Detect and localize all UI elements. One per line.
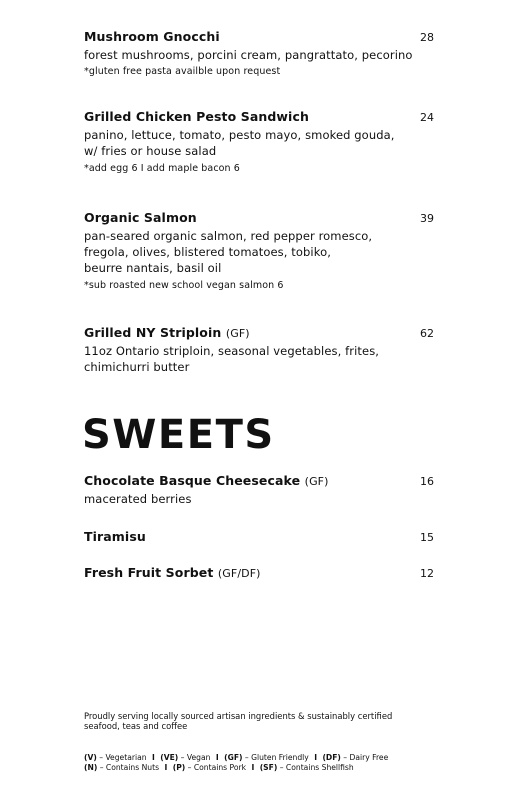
item-extra-note: *gluten free pasta availble upon request	[84, 66, 281, 77]
item-title: Grilled NY Striploin	[84, 325, 222, 340]
item-price: 62	[420, 327, 434, 340]
item-extra-note: *add egg 6 I add maple bacon 6	[84, 163, 240, 174]
item-description: panino, lettuce, tomato, pesto mayo, smoked gouda, w/ fries or house salad	[84, 128, 395, 158]
legend-separator: I	[151, 753, 155, 762]
legend-label: – Contains Nuts	[97, 763, 160, 772]
item-name	[84, 565, 434, 580]
section-title-sweets: SWEETS	[82, 412, 275, 458]
menu-item-chocolate-basque-cheesecake	[84, 473, 434, 507]
menu-item-tiramisu	[84, 529, 434, 544]
menu-item-grilled-chicken-pesto-sandwich	[84, 109, 434, 176]
legend-code: (SF)	[259, 763, 278, 772]
legend-separator: I	[215, 753, 219, 762]
item-description: 11oz Ontario striploin, seasonal vegetables, frites, chimichurri butter	[84, 344, 380, 374]
legend-label: – Dairy Free	[340, 753, 389, 762]
item-title: Mushroom Gnocchi	[84, 29, 220, 44]
item-extra-note: *sub roasted new school vegan salmon 6	[84, 280, 284, 291]
item-dietary-note: (GF)	[225, 327, 250, 340]
item-name	[84, 325, 434, 340]
legend-line-1	[84, 753, 424, 763]
item-title: Organic Salmon	[84, 210, 197, 225]
item-description: macerated berries	[84, 492, 192, 506]
item-title: Tiramisu	[84, 529, 146, 544]
menu-item-fresh-fruit-sorbet	[84, 565, 434, 580]
item-dietary-note: (GF/DF)	[217, 567, 261, 580]
item-dietary-note: (GF)	[304, 475, 329, 488]
item-price: 15	[420, 531, 434, 544]
menu-item-organic-salmon	[84, 210, 434, 293]
legend-code: (VE)	[160, 753, 179, 762]
item-name	[84, 529, 434, 544]
sourcing-statement: Proudly serving locally sourced artisan ingredients & sustainably certified seafood, teas and coffee	[84, 711, 393, 731]
item-name	[84, 473, 434, 488]
legend-separator: I	[251, 763, 255, 772]
item-title: Chocolate Basque Cheesecake	[84, 473, 301, 488]
item-price: 28	[420, 31, 434, 44]
legend-code: (P)	[172, 763, 186, 772]
legend-code: (V)	[84, 753, 97, 762]
legend-separator: I	[164, 763, 168, 772]
item-description: pan-seared organic salmon, red pepper romesco, fregola, olives, blistered tomatoes, tobiko, beurre nantais, basil oil	[84, 229, 373, 275]
item-price: 16	[420, 475, 434, 488]
legend-code: (GF)	[224, 753, 243, 762]
item-name	[84, 109, 434, 124]
dietary-legend	[84, 753, 424, 773]
item-title: Grilled Chicken Pesto Sandwich	[84, 109, 309, 124]
legend-label: – Vegetarian	[96, 753, 147, 762]
item-name	[84, 210, 434, 225]
item-description: forest mushrooms, porcini cream, pangrattato, pecorino	[84, 48, 413, 62]
legend-label: – Contains Shellfish	[277, 763, 354, 772]
legend-line-2	[84, 763, 424, 773]
item-title: Fresh Fruit Sorbet	[84, 565, 214, 580]
item-price: 39	[420, 212, 434, 225]
legend-code: (DF)	[322, 753, 341, 762]
item-price: 12	[420, 567, 434, 580]
menu-item-grilled-ny-striploin	[84, 325, 434, 375]
legend-label: – Vegan	[178, 753, 211, 762]
legend-code: (N)	[84, 763, 98, 772]
item-price: 24	[420, 111, 434, 124]
legend-separator: I	[314, 753, 318, 762]
legend-label: – Gluten Friendly	[242, 753, 309, 762]
item-name	[84, 29, 434, 44]
menu-item-mushroom-gnocchi	[84, 29, 434, 79]
legend-label: – Contains Pork	[185, 763, 247, 772]
